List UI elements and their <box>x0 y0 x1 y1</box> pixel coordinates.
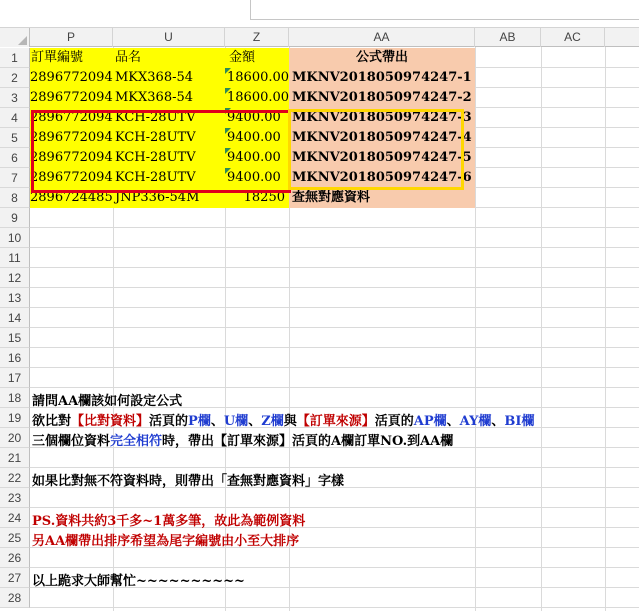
row-header[interactable]: 19 <box>0 408 30 428</box>
note-20-seg-2: 時，帶出【訂單來源】活頁的A欄訂單NO.到AA欄 <box>162 434 454 449</box>
note-row-25[interactable]: 另AA欄帶出排序希望為尾字編號由小至大排序 <box>32 534 300 549</box>
cell-order-no[interactable] <box>30 168 113 188</box>
row-header[interactable]: 17 <box>0 368 30 388</box>
cell-formula-text: MKNV2018050974247-6 <box>292 170 472 185</box>
grid-line <box>30 367 639 368</box>
cell-order-no[interactable] <box>30 68 113 88</box>
column-header-next[interactable] <box>605 28 639 47</box>
header-formula[interactable]: 公式帶出 <box>289 48 475 68</box>
cell-order-no-text: 2896772094 <box>30 70 113 85</box>
cell-order-no[interactable] <box>30 128 113 148</box>
row-header[interactable]: 12 <box>0 268 30 288</box>
row-header[interactable]: 3 <box>0 88 30 108</box>
row-header[interactable]: 23 <box>0 488 30 508</box>
header-product[interactable]: 品名 <box>113 48 225 68</box>
cell-formula-text: MKNV2018050974247-2 <box>292 90 472 105</box>
formula-bar[interactable] <box>250 0 639 20</box>
cell-amount[interactable] <box>225 88 289 108</box>
row-header[interactable]: 22 <box>0 468 30 488</box>
note-19-seg-7: Z欄 <box>261 414 284 429</box>
cell-product[interactable] <box>113 188 225 208</box>
cell-product-text: MKX368-54 <box>115 70 194 85</box>
row-header[interactable]: 9 <box>0 208 30 228</box>
note-20-seg-0: 三個欄位資料 <box>32 434 111 449</box>
row-header[interactable]: 5 <box>0 128 30 148</box>
cell-order-no[interactable] <box>30 108 113 128</box>
note-19-seg-2: 活頁的 <box>149 414 189 429</box>
cell-amount[interactable] <box>225 188 289 208</box>
cell-formula[interactable] <box>289 68 475 88</box>
cell-formula[interactable] <box>289 168 475 188</box>
cell-amount-text: 18600.00 <box>227 70 290 85</box>
row-header[interactable]: 8 <box>0 188 30 208</box>
row-header[interactable]: 13 <box>0 288 30 308</box>
row-header[interactable]: 16 <box>0 348 30 368</box>
note-row-24[interactable]: PS.資料共約3千多~1萬多筆，故此為範例資料 <box>32 514 306 529</box>
header-amount[interactable]: 金額 <box>225 48 289 68</box>
cell-product[interactable] <box>113 148 225 168</box>
grid-line <box>30 467 639 468</box>
cell-formula[interactable] <box>289 148 475 168</box>
column-header-z[interactable]: Z <box>225 28 289 47</box>
row-header[interactable]: 28 <box>0 588 30 608</box>
note-19-seg-4: 、 <box>210 414 224 429</box>
cell-formula-text: MKNV2018050974247-5 <box>292 150 472 165</box>
row-header[interactable]: 20 <box>0 428 30 448</box>
column-header-row <box>0 27 639 47</box>
cell-amount[interactable] <box>225 128 289 148</box>
note-row-22[interactable]: 如果比對無不符資料時，則帶出「查無對應資料」字樣 <box>32 474 345 489</box>
grid-line <box>30 567 639 568</box>
cell-product[interactable] <box>113 128 225 148</box>
error-indicator-icon <box>225 148 231 154</box>
row-header[interactable]: 4 <box>0 108 30 128</box>
note-row-19[interactable] <box>32 412 534 432</box>
note-19-seg-9: 【訂單來源】 <box>296 414 375 429</box>
error-indicator-icon <box>225 68 231 74</box>
row-header[interactable]: 18 <box>0 388 30 408</box>
cell-order-no-text: 2896772094 <box>30 130 113 145</box>
grid-line <box>30 227 639 228</box>
cell-formula-text: 查無對應資料 <box>292 190 371 205</box>
grid-line <box>30 387 639 388</box>
note-19-seg-13: AY欄 <box>459 414 492 429</box>
grid-line <box>30 327 639 328</box>
row-header[interactable]: 11 <box>0 248 30 268</box>
cell-formula[interactable] <box>289 108 475 128</box>
cell-product[interactable] <box>113 88 225 108</box>
error-indicator-icon <box>225 88 231 94</box>
select-all-corner[interactable] <box>0 28 30 47</box>
row-header[interactable]: 1 <box>0 48 30 68</box>
note-19-seg-0: 欲比對 <box>32 414 72 429</box>
note-19-seg-1: 【比對資料】 <box>71 414 150 429</box>
row-header[interactable]: 6 <box>0 148 30 168</box>
cell-order-no-text: 2896772094 <box>30 150 113 165</box>
header-order-no[interactable]: 訂單編號 <box>30 48 113 68</box>
cell-formula[interactable] <box>289 128 475 148</box>
grid-line <box>30 607 639 608</box>
row-header[interactable]: 14 <box>0 308 30 328</box>
column-header-p[interactable]: P <box>30 28 113 47</box>
cell-amount-text: 18600.00 <box>227 90 290 105</box>
grid-line <box>30 247 639 248</box>
note-19-seg-6: 、 <box>248 414 262 429</box>
column-header-aa[interactable]: AA <box>289 28 475 47</box>
cell-amount-text: 9400.00 <box>227 170 281 185</box>
column-header-ac[interactable]: AC <box>541 28 605 47</box>
row-header[interactable]: 24 <box>0 508 30 528</box>
cell-product-text: KCH-28UTV <box>115 150 196 165</box>
cell-product-text: JNP336-54M <box>115 190 200 205</box>
cell-amount-text: 18250 <box>243 190 285 205</box>
row-header[interactable]: 25 <box>0 528 30 548</box>
note-row-20[interactable] <box>32 432 453 452</box>
cell-amount[interactable] <box>225 68 289 88</box>
note-19-seg-8: 與 <box>283 414 297 429</box>
note-20-seg-1: 完全相符 <box>110 434 163 449</box>
grid-line <box>30 507 639 508</box>
error-indicator-icon <box>225 128 231 134</box>
cell-product-text: MKX368-54 <box>115 90 194 105</box>
row-header[interactable]: 21 <box>0 448 30 468</box>
cell-amount-text: 9400.00 <box>227 130 281 145</box>
note-19-seg-3: P欄 <box>188 414 211 429</box>
error-indicator-icon <box>225 108 231 114</box>
cell-formula[interactable] <box>289 88 475 108</box>
cell-product[interactable] <box>113 168 225 188</box>
cell-order-no-text: 2896724485 <box>30 190 113 205</box>
cell-product[interactable] <box>113 68 225 88</box>
grid-line <box>30 267 639 268</box>
note-19-seg-11: AP欄 <box>413 414 447 429</box>
row-header[interactable]: 15 <box>0 328 30 348</box>
note-19-seg-15: BI欄 <box>504 414 535 429</box>
cell-amount[interactable] <box>225 108 289 128</box>
cell-amount-text: 9400.00 <box>227 150 281 165</box>
note-19-seg-5: U欄 <box>223 414 249 429</box>
row-header[interactable]: 26 <box>0 548 30 568</box>
cell-product-text: KCH-28UTV <box>115 110 196 125</box>
cell-product[interactable] <box>113 108 225 128</box>
cell-formula[interactable] <box>289 188 475 208</box>
cell-order-no-text: 2896772094 <box>30 90 113 105</box>
error-indicator-icon <box>225 168 231 174</box>
column-header-u[interactable]: U <box>113 28 225 47</box>
grid-line <box>30 347 639 348</box>
row-header[interactable]: 10 <box>0 228 30 248</box>
cell-amount[interactable] <box>225 168 289 188</box>
note-19-seg-12: 、 <box>446 414 460 429</box>
row-header[interactable]: 2 <box>0 68 30 88</box>
cell-product-text: KCH-28UTV <box>115 130 196 145</box>
grid-line <box>30 307 639 308</box>
grid-line <box>30 287 639 288</box>
cell-amount-text: 9400.00 <box>227 110 281 125</box>
column-header-ab[interactable]: AB <box>475 28 541 47</box>
cell-formula-text: MKNV2018050974247-1 <box>292 70 472 85</box>
cell-formula-text: MKNV2018050974247-3 <box>292 110 472 125</box>
note-row-27[interactable]: 以上跪求大師幫忙~~~~~~~~~~ <box>32 574 245 589</box>
row-header[interactable]: 27 <box>0 568 30 588</box>
cell-formula-text: MKNV2018050974247-4 <box>292 130 472 145</box>
cell-product-text: KCH-28UTV <box>115 170 196 185</box>
cell-order-no[interactable] <box>30 88 113 108</box>
cell-amount[interactable] <box>225 148 289 168</box>
row-header[interactable]: 7 <box>0 168 30 188</box>
cell-order-no-text: 2896772094 <box>30 170 113 185</box>
cell-order-no[interactable] <box>30 148 113 168</box>
cell-order-no[interactable] <box>30 188 113 208</box>
note-19-seg-14: 、 <box>491 414 505 429</box>
note-row-18[interactable]: 請問AA欄該如何設定公式 <box>32 394 183 409</box>
note-19-seg-10: 活頁的 <box>374 414 414 429</box>
cell-order-no-text: 2896772094 <box>30 110 113 125</box>
